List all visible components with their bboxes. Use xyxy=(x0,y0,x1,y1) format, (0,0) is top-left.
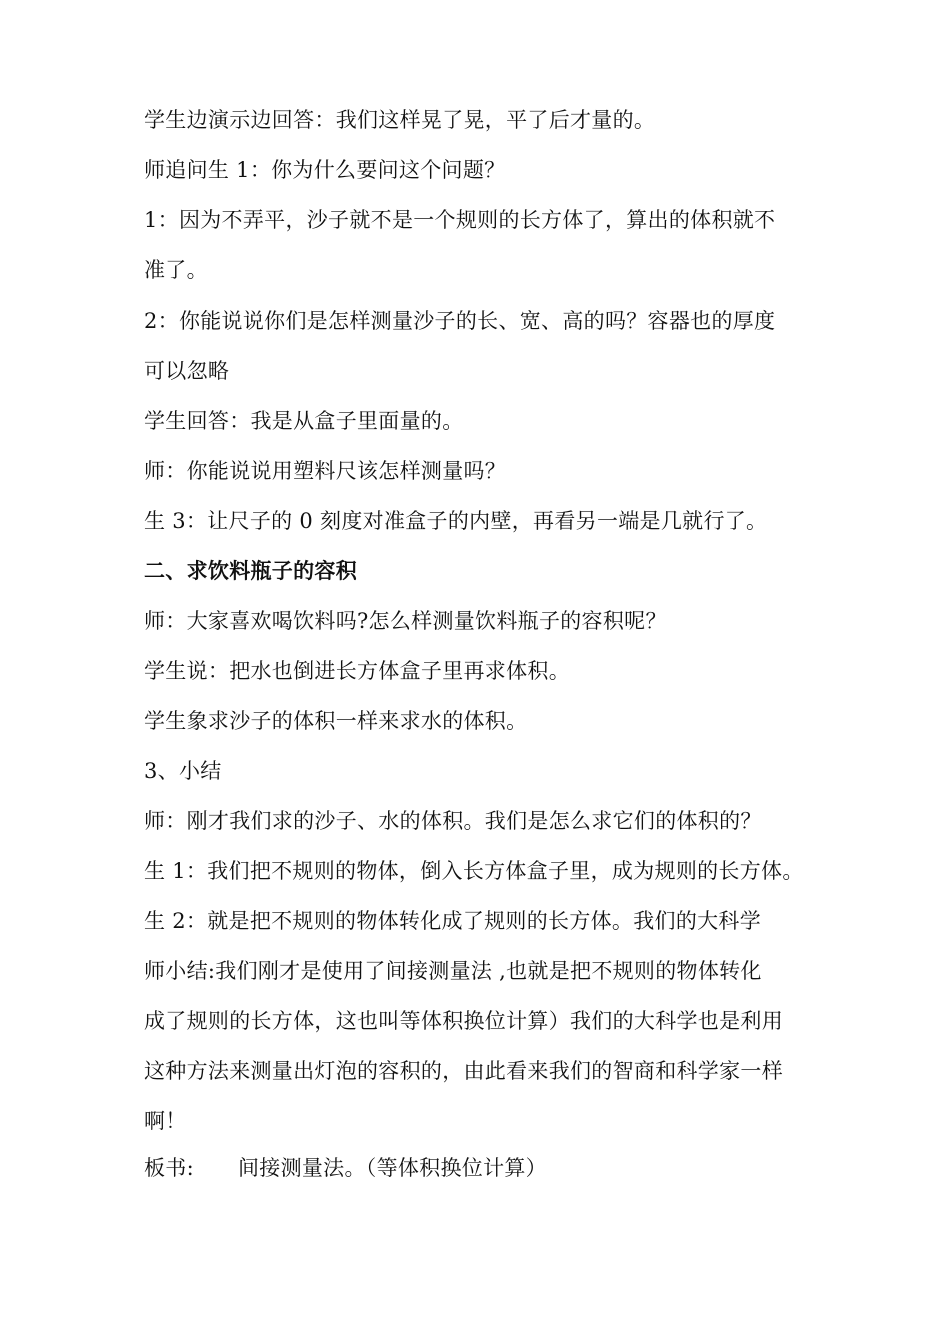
text-line: 生 2：就是把不规则的物体转化成了规则的长方体。我们的大科学 xyxy=(144,909,762,933)
board-text: 间接测量法。（等体积换位计算） xyxy=(237,1156,547,1180)
text-line: 学生边演示边回答：我们这样晃了晃，平了后才量的。 xyxy=(144,108,656,132)
board-label: 板书: xyxy=(144,1156,194,1180)
text-line: 2：你能说说你们是怎样测量沙子的长、宽、高的吗？容器也的厚度 xyxy=(144,309,776,333)
text-line: 师追问生 1：你为什么要问这个问题？ xyxy=(144,158,506,182)
text-line: 师小结:我们刚才是使用了间接测量法 ,也就是把不规则的物体转化 xyxy=(144,959,762,983)
text-line: 师：你能说说用塑料尺该怎样测量吗？ xyxy=(144,459,507,483)
text-line: 可以忽略 xyxy=(144,359,230,383)
text-line: 3、小结 xyxy=(144,759,222,783)
text-line: 成了规则的长方体，这也叫等体积换位计算）我们的大科学也是利用 xyxy=(144,1009,783,1033)
text-line: 师：大家喜欢喝饮料吗?怎么样测量饮料瓶子的容积呢？ xyxy=(144,609,667,633)
text-line: 这种方法来测量出灯泡的容积的，由此看来我们的智商和科学家一样 xyxy=(144,1059,783,1083)
text-line: 啊！ xyxy=(144,1109,187,1133)
text-line: 生 3：让尺子的 0 刻度对准盒子的内壁，再看另一端是几就行了。 xyxy=(144,509,768,533)
text-line: 师：刚才我们求的沙子、水的体积。我们是怎么求它们的体积的？ xyxy=(144,809,762,833)
text-line: 学生象求沙子的体积一样来求水的体积。 xyxy=(144,709,528,733)
text-line: 生 1：我们把不规则的物体，倒入长方体盒子里，成为规则的长方体。 xyxy=(144,859,804,883)
text-line: 准了。 xyxy=(144,258,208,282)
board-line xyxy=(144,1153,547,1183)
text-line: 1：因为不弄平，沙子就不是一个规则的长方体了，算出的体积就不 xyxy=(144,208,776,232)
text-line: 学生回答：我是从盒子里面量的。 xyxy=(144,409,464,433)
text-line: 学生说：把水也倒进长方体盒子里再求体积。 xyxy=(144,659,570,683)
section-heading: 二、求饮料瓶子的容积 xyxy=(144,559,357,583)
